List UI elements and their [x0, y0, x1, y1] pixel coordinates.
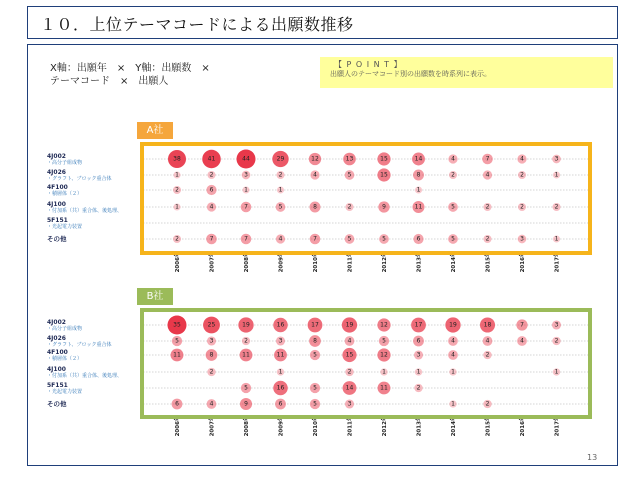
row-code-label: 5F151 — [47, 217, 68, 224]
bubble-value: 2 — [278, 171, 283, 179]
bubble-value: 12 — [380, 351, 388, 359]
bubble-value: 5 — [313, 351, 317, 359]
bubble-value: 29 — [276, 155, 285, 163]
bubble-value: 14 — [414, 155, 423, 163]
bubble-value: 35 — [173, 321, 181, 329]
row-code-label: 4J026 — [47, 335, 66, 342]
year-tick-label: 2010年 — [313, 415, 319, 437]
point-description: 出願人のテーマコード別の出願数を時系列に表示。 — [330, 70, 491, 78]
bubble-value: 4 — [520, 155, 524, 163]
bubble-value: 2 — [520, 171, 524, 179]
bubble-value: 5 — [451, 235, 455, 243]
bubble-value: 7 — [244, 203, 248, 211]
year-tick-label: 2007年 — [209, 415, 216, 437]
year-tick-label: 2012年 — [382, 415, 388, 437]
bubble-value: 4 — [451, 351, 455, 359]
bubble-value: 2 — [485, 351, 490, 359]
bubble-value: 3 — [347, 400, 352, 408]
bubble-value: 5 — [382, 235, 386, 243]
bubble-value: 1 — [554, 368, 559, 376]
chart-a-frame — [140, 142, 592, 255]
bubble-value: 3 — [520, 235, 524, 243]
bubble-value: 38 — [173, 155, 181, 163]
bubble-value: 2 — [416, 384, 421, 392]
bubble-value: 5 — [347, 235, 352, 243]
bubble-value: 2 — [485, 235, 490, 243]
bubble-value: 2 — [485, 400, 490, 408]
row-desc-label: ・グラフト、ブロック重合体 — [47, 342, 112, 348]
bubble-value: 1 — [278, 368, 283, 376]
bubble-value: 11 — [380, 384, 388, 392]
bubble-value: 3 — [554, 321, 559, 329]
year-tick-label: 2014年 — [451, 251, 457, 273]
bubble-value: 6 — [416, 235, 421, 243]
year-tick-label: 2009年 — [278, 251, 285, 273]
bubble-value: 11 — [242, 351, 250, 359]
row-desc-label: ・高分子組成物 — [47, 326, 83, 332]
bubble-value: 4 — [451, 337, 455, 345]
bubble-value: 5 — [278, 203, 283, 211]
row-desc-label: ・高分子組成物 — [47, 160, 83, 166]
bubble-value: 8 — [416, 171, 421, 179]
bubble-value: 5 — [451, 203, 455, 211]
bubble-value: 2 — [347, 203, 352, 211]
bubble-value: 1 — [451, 368, 455, 376]
bubble-value: 16 — [276, 384, 285, 392]
year-tick-label: 2008年 — [244, 415, 250, 437]
bubble-value: 1 — [416, 186, 421, 194]
bubble-value: 2 — [175, 186, 179, 194]
chart-b-frame — [140, 308, 592, 419]
bubble-value: 5 — [244, 384, 248, 392]
bubble-value: 17 — [311, 321, 319, 329]
bubble-value: 4 — [313, 171, 317, 179]
bubble-value: 2 — [554, 337, 559, 345]
year-tick-label: 2013年 — [416, 251, 423, 273]
bubble-value: 2 — [244, 337, 248, 345]
year-tick-label: 2017年 — [554, 251, 561, 273]
bubble-value: 7 — [209, 235, 214, 243]
bubble-value: 44 — [242, 155, 250, 163]
bubble-value: 3 — [416, 351, 421, 359]
bubble-value: 3 — [554, 155, 559, 163]
company-a-label: A社 — [137, 122, 173, 139]
row-code-label: 4F100 — [47, 349, 68, 356]
bubble-value: 1 — [175, 203, 179, 211]
bubble-value: 6 — [209, 186, 214, 194]
row-desc-label: ・グラフト、ブロック重合体 — [47, 176, 112, 182]
bubble-value: 2 — [347, 368, 352, 376]
bubble-value: 4 — [209, 203, 214, 211]
bubble-value: 9 — [244, 400, 248, 408]
row-desc-label: ・光起電力装置 — [47, 224, 83, 230]
bubble-value: 1 — [278, 186, 283, 194]
bubble-value: 9 — [382, 203, 386, 211]
bubble-value: 7 — [244, 235, 248, 243]
bubble-value: 4 — [209, 400, 214, 408]
bubble-value: 4 — [278, 235, 283, 243]
bubble-value: 8 — [209, 351, 214, 359]
row-desc-label: ・積層体（２） — [47, 356, 83, 362]
bubble-value: 1 — [244, 186, 248, 194]
row-desc-label: ・積層体（２） — [47, 191, 83, 197]
axis-note-line1: X軸：出願年 × Y軸：出願数 × — [50, 63, 210, 74]
bubble-value: 4 — [451, 155, 455, 163]
bubble-value: 15 — [345, 351, 354, 359]
year-tick-label: 2010年 — [313, 251, 319, 273]
bubble-value: 6 — [416, 337, 421, 345]
bubble-value: 11 — [276, 351, 285, 359]
year-tick-label: 2007年 — [209, 251, 216, 273]
year-tick-label: 2014年 — [451, 415, 457, 437]
bubble-value: 16 — [276, 321, 285, 329]
year-tick-label: 2012年 — [382, 251, 388, 273]
bubble-value: 3 — [244, 171, 248, 179]
row-desc-label: ・光起電力装置 — [47, 389, 83, 395]
year-tick-label: 2015年 — [485, 251, 492, 273]
bubble-value: 5 — [313, 384, 317, 392]
bubble-value: 7 — [313, 235, 317, 243]
bubble-value: 19 — [242, 321, 250, 329]
row-code-label: 4J100 — [47, 366, 66, 373]
bubble-value: 18 — [483, 321, 492, 329]
axis-note-line2: テーマコード × 出願人 — [50, 76, 169, 87]
bubble-value: 4 — [520, 337, 524, 345]
year-tick-label: 2011年 — [347, 415, 354, 437]
bubble-value: 6 — [278, 400, 283, 408]
year-tick-label: 2016年 — [520, 415, 526, 437]
year-tick-label: 2011年 — [347, 251, 354, 273]
bubble-value: 2 — [209, 368, 214, 376]
bubble-value: 4 — [347, 337, 352, 345]
year-tick-label: 2015年 — [485, 415, 492, 437]
row-code-label: その他 — [47, 235, 67, 243]
bubble-value: 19 — [449, 321, 457, 329]
bubble-value: 2 — [209, 171, 214, 179]
page-number: 13 — [587, 453, 598, 462]
bubble-value: 12 — [311, 155, 319, 163]
point-title: 【 P O I N T 】 — [334, 60, 403, 69]
bubble-value: 2 — [451, 171, 455, 179]
bubble-value: 7 — [485, 155, 490, 163]
bubble-value: 1 — [554, 171, 559, 179]
year-tick-label: 2008年 — [244, 251, 250, 273]
page-title: １０．上位テーマコードによる出願数推移 — [40, 15, 354, 34]
year-tick-label: 2016年 — [520, 251, 526, 273]
bubble-value: 5 — [382, 337, 386, 345]
row-code-label: 4F100 — [47, 184, 68, 191]
row-code-label: 4J100 — [47, 201, 66, 208]
year-tick-label: 2006年 — [175, 415, 181, 437]
bubble-value: 5 — [347, 171, 352, 179]
bubble-value: 1 — [451, 400, 455, 408]
bubble-value: 8 — [313, 337, 317, 345]
bubble-value: 8 — [313, 203, 317, 211]
bubble-value: 1 — [175, 171, 179, 179]
row-desc-label: ・付加系（共）重合体、後処理、 — [47, 373, 123, 379]
bubble-value: 15 — [380, 171, 388, 179]
bubble-value: 2 — [175, 235, 179, 243]
row-code-label: 5F151 — [47, 382, 68, 389]
row-code-label: 4J026 — [47, 169, 66, 176]
bubble-value: 19 — [345, 321, 354, 329]
year-tick-label: 2009年 — [278, 415, 285, 437]
bubble-value: 2 — [520, 203, 524, 211]
bubble-value: 7 — [520, 321, 524, 329]
bubble-value: 2 — [554, 203, 559, 211]
year-tick-label: 2017年 — [554, 415, 561, 437]
bubble-value: 4 — [485, 337, 490, 345]
row-desc-label: ・付加系（共）重合体、後処理、 — [47, 208, 123, 214]
bubble-value: 6 — [175, 400, 179, 408]
bubble-value: 5 — [313, 400, 317, 408]
bubble-value: 1 — [382, 368, 386, 376]
bubble-value: 5 — [175, 337, 179, 345]
year-tick-label: 2013年 — [416, 415, 423, 437]
bubble-value: 12 — [380, 321, 388, 329]
bubble-value: 11 — [173, 351, 181, 359]
bubble-value: 15 — [380, 155, 388, 163]
bubble-value: 13 — [345, 155, 354, 163]
row-code-label: 4J002 — [47, 153, 66, 160]
bubble-value: 11 — [414, 203, 423, 211]
bubble-value: 1 — [416, 368, 421, 376]
company-b-label: B社 — [137, 288, 173, 305]
year-tick-label: 2006年 — [175, 251, 181, 273]
bubble-value: 1 — [554, 235, 559, 243]
bubble-value: 3 — [209, 337, 214, 345]
bubble-value: 4 — [485, 171, 490, 179]
bubble-value: 3 — [278, 337, 283, 345]
row-code-label: 4J002 — [47, 319, 66, 326]
bubble-value: 25 — [207, 321, 216, 329]
bubble-value: 17 — [414, 321, 423, 329]
bubble-value: 41 — [207, 155, 216, 163]
bubble-value: 2 — [485, 203, 490, 211]
row-code-label: その他 — [47, 400, 67, 408]
bubble-value: 14 — [345, 384, 354, 392]
